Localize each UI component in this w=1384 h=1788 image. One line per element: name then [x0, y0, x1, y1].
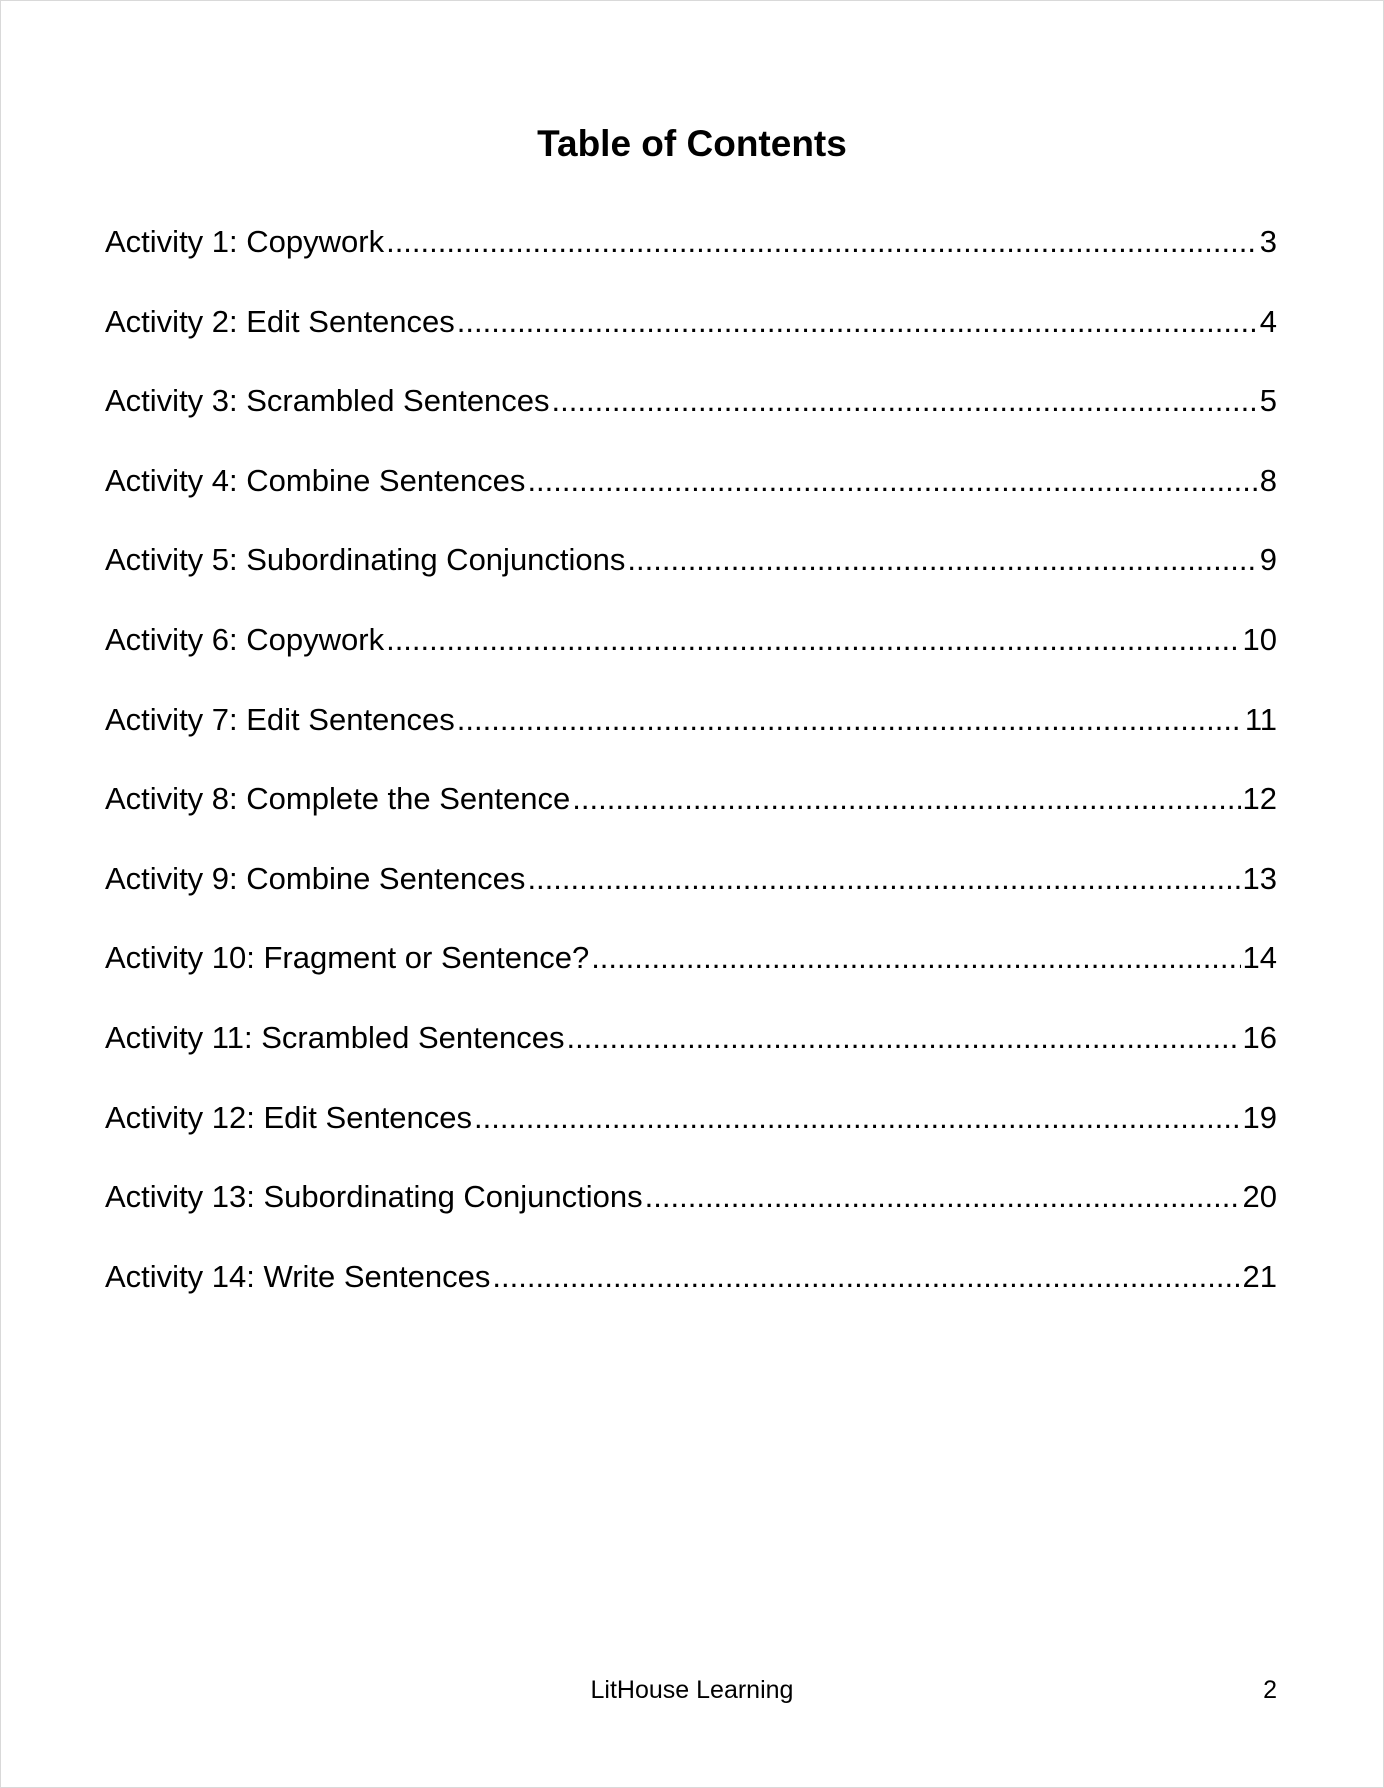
- toc-entry[interactable]: [105, 695, 1277, 775]
- toc-entry[interactable]: [105, 376, 1277, 456]
- footer-publisher: LitHouse Learning: [590, 1676, 794, 1704]
- toc-entry-page: 11: [1244, 701, 1277, 737]
- toc-entry-title: Activity 5: Subordinating Conjunctions: [105, 542, 626, 578]
- toc-entry-page: 14: [1242, 940, 1277, 976]
- toc-entry[interactable]: [105, 1093, 1277, 1173]
- toc-entry-title: Activity 14: Write Sentences: [105, 1258, 491, 1294]
- toc-entry-page: 10: [1242, 621, 1277, 657]
- toc-entry-title: Activity 1: Copywork: [105, 224, 385, 259]
- toc-entry[interactable]: [105, 1172, 1277, 1252]
- toc-entry-page: 4: [1259, 303, 1277, 339]
- toc-entry-page: 13: [1242, 860, 1277, 896]
- toc-entry-page: 19: [1242, 1099, 1277, 1135]
- toc-entry[interactable]: [105, 774, 1277, 854]
- toc-dot-leader: [386, 217, 1258, 267]
- toc-entry-title: Activity 7: Edit Sentences: [105, 701, 455, 737]
- toc-entry[interactable]: [105, 217, 1277, 297]
- toc-dot-leader: [527, 854, 1240, 904]
- toc-entry[interactable]: [105, 535, 1277, 615]
- toc-dot-leader: [527, 456, 1257, 506]
- toc-entry-page: 21: [1242, 1258, 1277, 1294]
- toc-entry[interactable]: [105, 297, 1277, 377]
- toc-entry-title: Activity 4: Combine Sentences: [105, 462, 526, 498]
- toc-dot-leader: [457, 297, 1258, 347]
- toc-entry-title: Activity 8: Complete the Sentence: [105, 781, 571, 817]
- toc-entry-page: 9: [1259, 542, 1277, 578]
- toc-dot-leader: [492, 1252, 1240, 1302]
- toc-dot-leader: [552, 376, 1258, 426]
- toc-entry-title: Activity 9: Combine Sentences: [105, 860, 526, 896]
- toc-entry-page: 12: [1242, 781, 1277, 817]
- page-title: Table of Contents: [537, 123, 847, 164]
- toc-entry[interactable]: [105, 456, 1277, 536]
- toc-entry-title: Activity 6: Copywork: [105, 621, 385, 657]
- footer-page-number: 2: [1263, 1676, 1277, 1704]
- toc-entry-page: 20: [1242, 1179, 1277, 1215]
- toc-entry-title: Activity 2: Edit Sentences: [105, 303, 455, 339]
- toc-entry-page: 5: [1259, 383, 1277, 419]
- toc-entry[interactable]: [105, 1013, 1277, 1093]
- toc-dot-leader: [457, 695, 1243, 745]
- toc-dot-leader: [591, 933, 1240, 983]
- toc-dot-leader: [386, 615, 1240, 665]
- toc-dot-leader: [474, 1093, 1240, 1143]
- toc-dot-leader: [627, 535, 1257, 585]
- toc-entry-title: Activity 3: Scrambled Sentences: [105, 383, 550, 419]
- toc-entry[interactable]: [105, 933, 1277, 1013]
- toc-entry-page: 3: [1259, 224, 1277, 259]
- toc-entry-title: Activity 10: Fragment or Sentence?: [105, 940, 590, 976]
- toc-dot-leader: [572, 774, 1240, 824]
- toc-entry[interactable]: [105, 854, 1277, 934]
- table-of-contents: [105, 217, 1277, 1331]
- toc-entry-title: Activity 13: Subordinating Conjunctions: [105, 1179, 643, 1215]
- toc-dot-leader: [645, 1172, 1241, 1222]
- toc-entry-title: Activity 12: Edit Sentences: [105, 1099, 473, 1135]
- toc-dot-leader: [566, 1013, 1240, 1063]
- toc-entry-title: Activity 11: Scrambled Sentences: [105, 1019, 565, 1055]
- toc-entry-page: 16: [1242, 1019, 1277, 1055]
- toc-entry-page: 8: [1259, 462, 1277, 498]
- toc-entry[interactable]: [105, 615, 1277, 695]
- toc-entry[interactable]: [105, 1252, 1277, 1332]
